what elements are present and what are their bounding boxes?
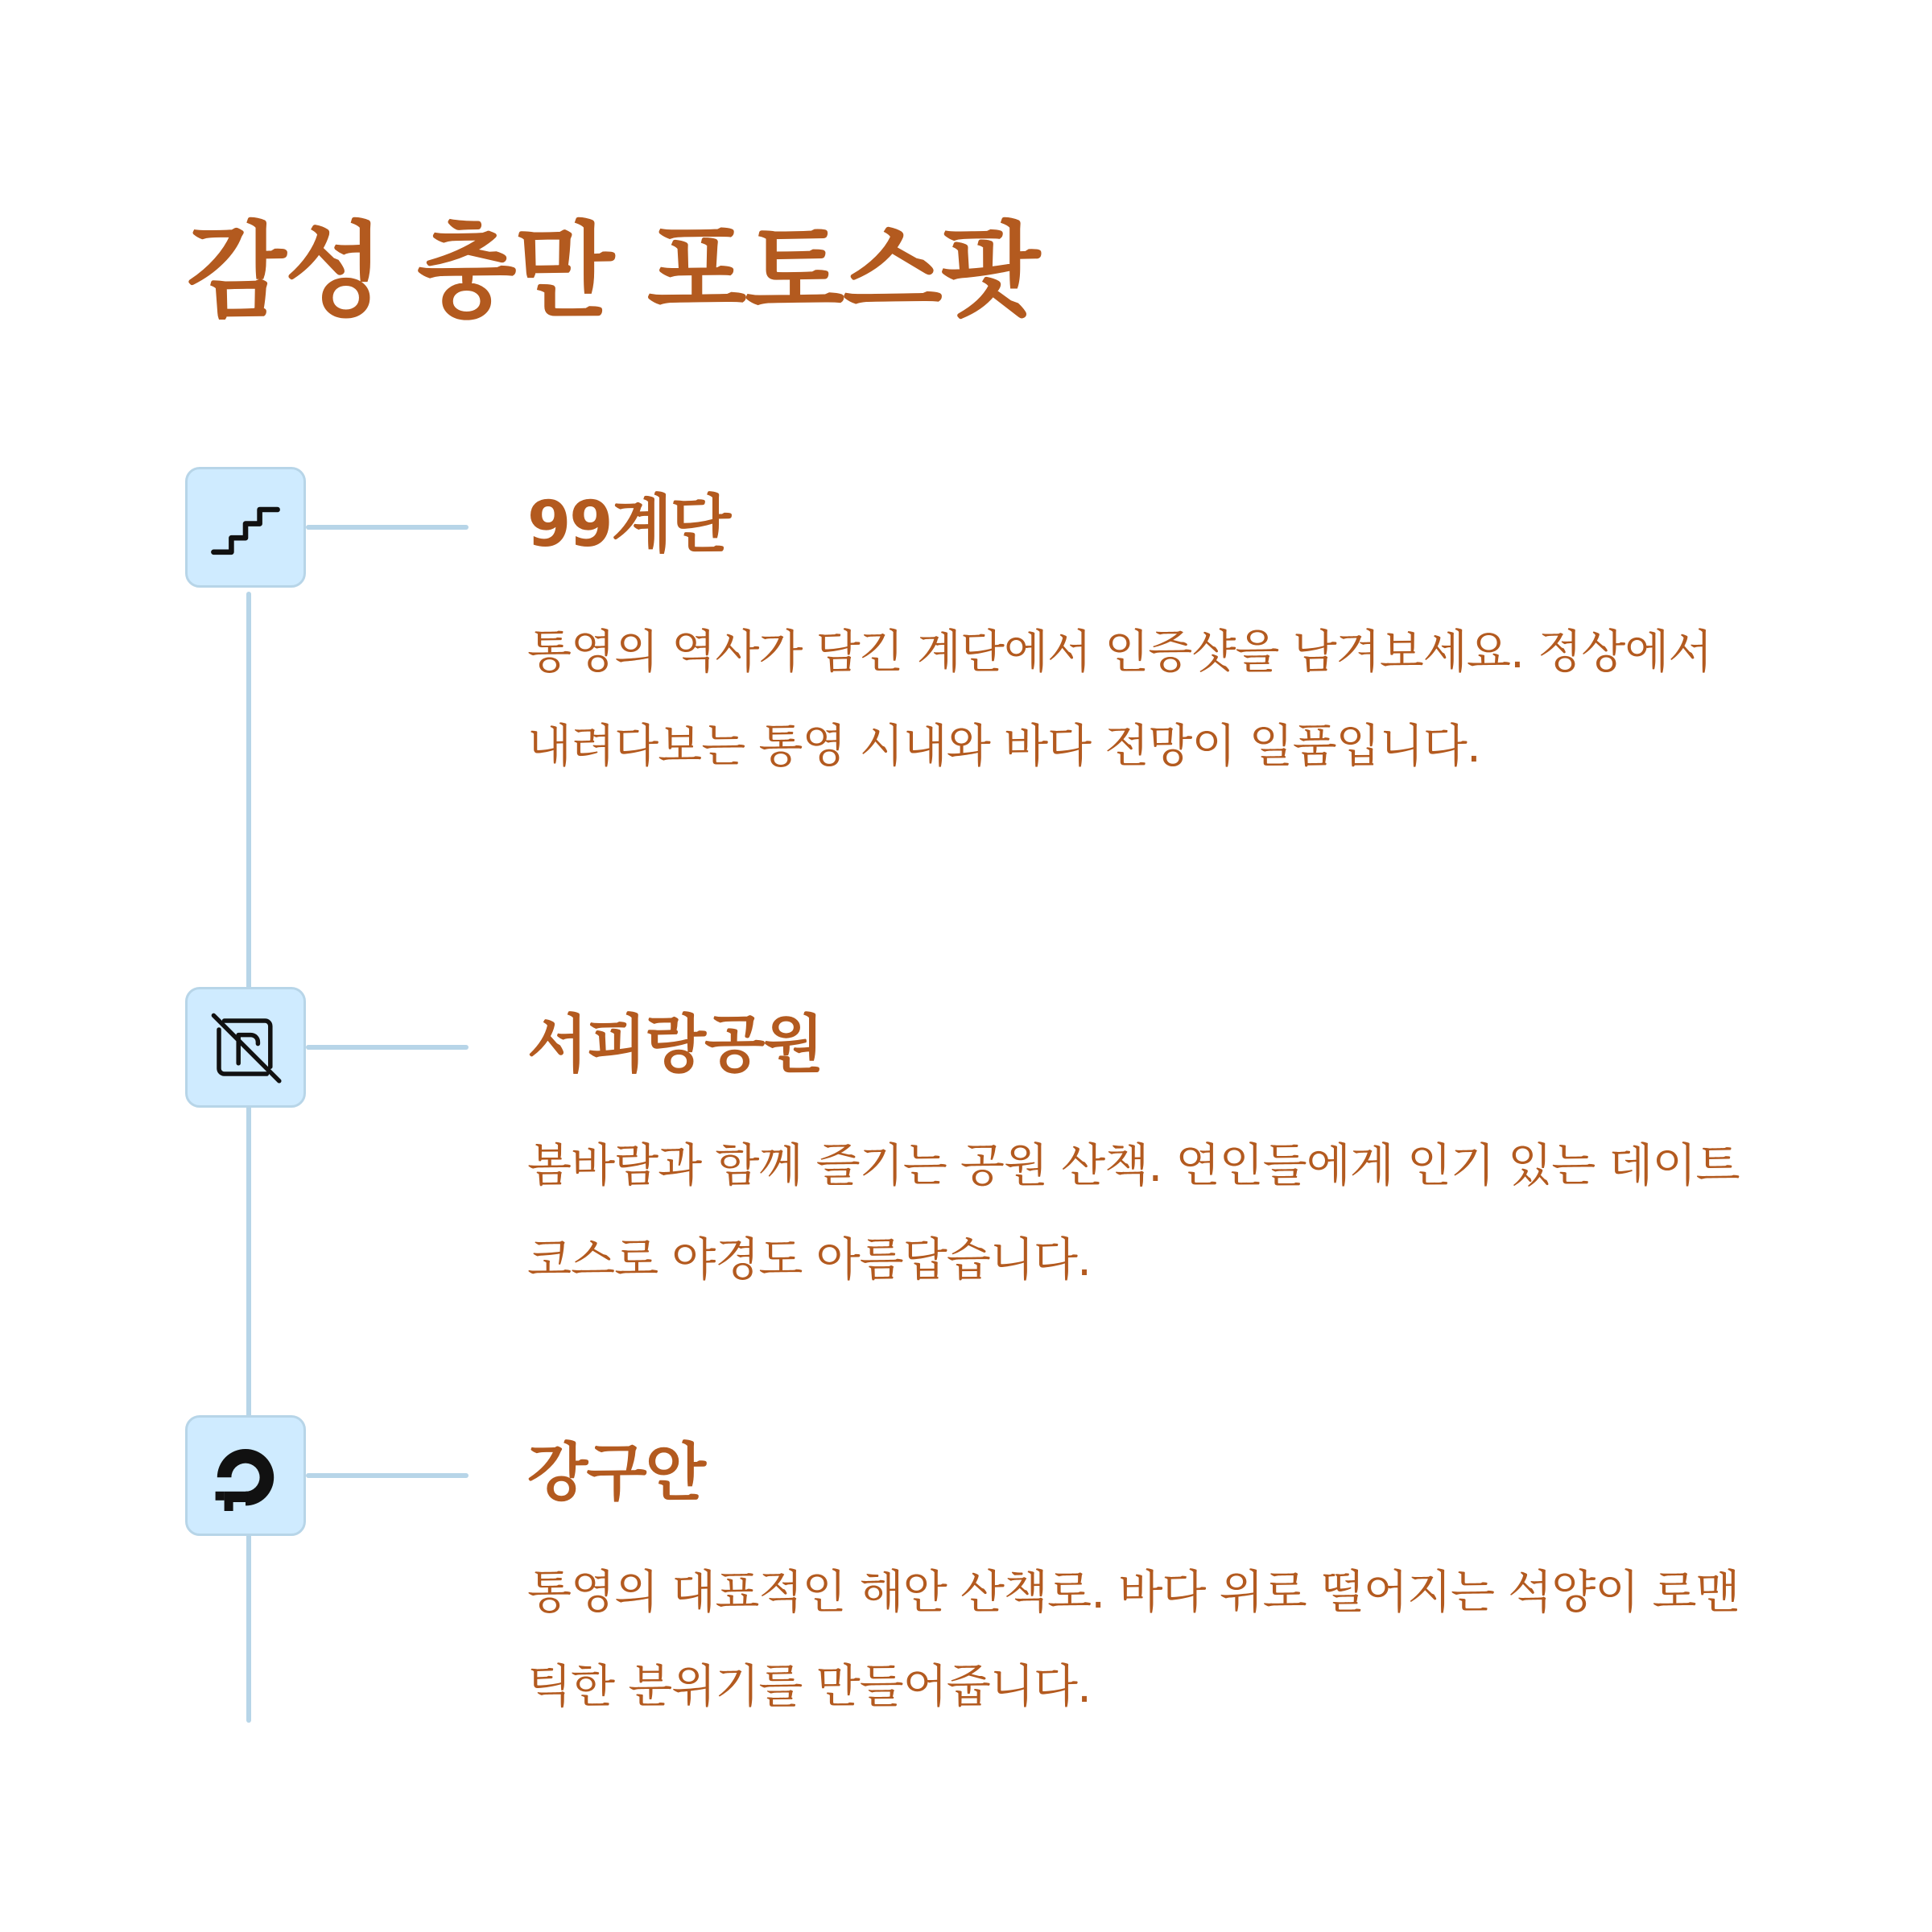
stairs-icon xyxy=(201,483,290,572)
spot-description: 봄바람과 함께 즐기는 공원 산책. 연인들에게 인기 있는 데이트 코스로 야경도 아름답습니다. xyxy=(527,1139,1740,1286)
page-title: 감성 충만 포토스팟 xyxy=(187,212,1039,332)
timeline-line xyxy=(246,592,251,1723)
timeline-connector xyxy=(306,1473,469,1478)
spot-icon-box xyxy=(185,987,306,1108)
spot-title: 서피랑공원 xyxy=(527,1009,823,1081)
spot-icon-box xyxy=(185,467,306,588)
no-parking-icon xyxy=(201,1003,290,1092)
timeline-connector xyxy=(306,1045,469,1050)
spot-description: 통영의 대표적인 해안 산책로. 바다 위로 떨어지는 석양이 로맨틱한 분위기를 만들어줍니다. xyxy=(527,1566,1740,1713)
spot-icon-box xyxy=(185,1415,306,1536)
spot-title: 강구안 xyxy=(527,1437,705,1509)
spot-title: 99계단 xyxy=(527,489,730,561)
spot-description: 통영의 역사가 담긴 계단에서 인증샷을 남겨보세요. 정상에서 내려다보는 통영 시내와 바다 전망이 일품입니다. xyxy=(527,625,1712,773)
timeline-connector xyxy=(306,525,469,530)
digitalocean-icon xyxy=(201,1431,290,1520)
